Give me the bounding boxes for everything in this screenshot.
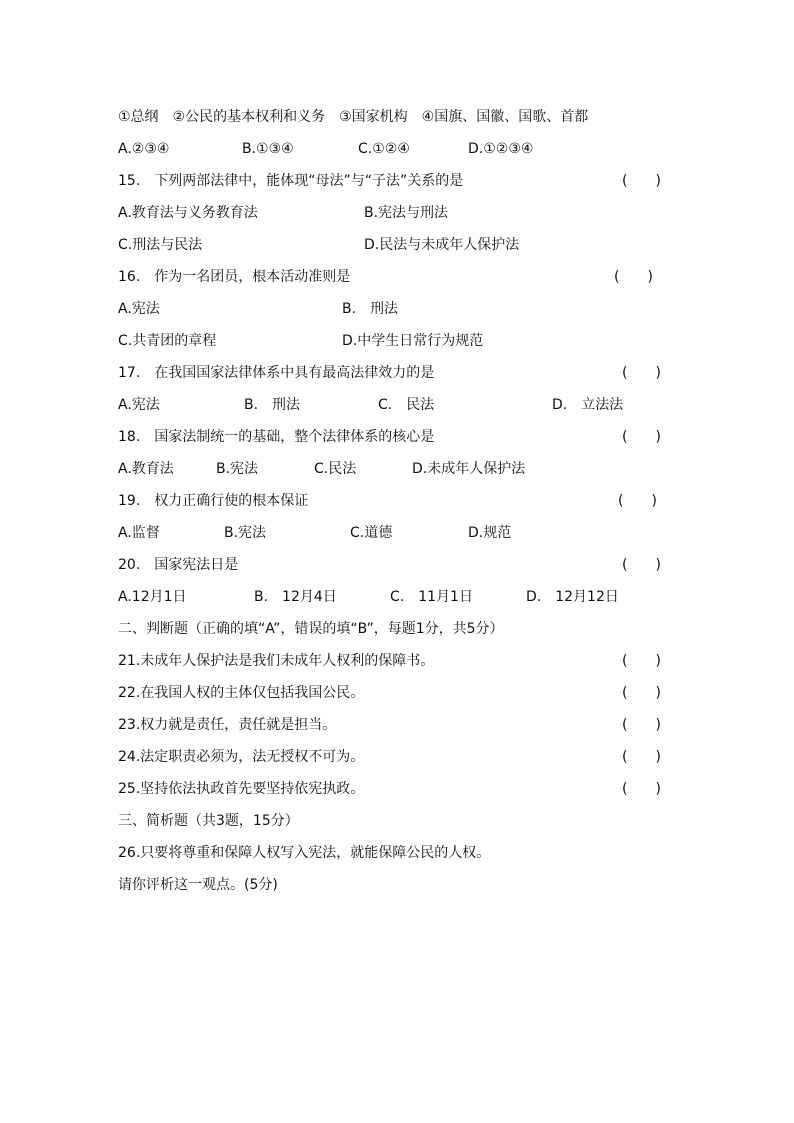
question-stem: 20. 国家宪法日是 [118, 557, 239, 573]
q18-option-b: B.宪法 [216, 461, 259, 477]
question-26-prompt: 请你评析这一观点。(5分) [118, 877, 278, 893]
question-stem: 15. 下列两部法律中，能体现“母法”与“子法”关系的是 [118, 173, 464, 189]
question-19 [118, 490, 668, 512]
q17-option-c: C. 民法 [378, 397, 435, 413]
answer-paren: ( ) [622, 749, 661, 765]
answer-paren: ( ) [622, 365, 661, 381]
judge-stem: 22.在我国人权的主体仅包括我国公民。 [118, 685, 365, 701]
judge-stem: 21.未成年人保护法是我们未成年人权利的保障书。 [118, 653, 435, 669]
topics-line: ①总纲 ②公民的基本权利和义务 ③国家机构 ④国旗、国徽、国歌、首都 [118, 109, 589, 125]
question-stem: 18. 国家法制统一的基础，整个法律体系的核心是 [118, 429, 435, 445]
q20-options [118, 586, 668, 608]
judge-stem: 24.法定职责必须为，法无授权不可为。 [118, 749, 365, 765]
answer-paren: ( ) [622, 653, 661, 669]
question-16 [118, 266, 668, 288]
answer-paren: ( ) [622, 429, 661, 445]
q14-options [118, 138, 668, 160]
q20-option-a: A.12月1日 [118, 589, 187, 605]
q14-option-b: B.①③④ [242, 141, 294, 157]
q15-options-row2 [118, 234, 668, 256]
q15-options-row1 [118, 202, 668, 224]
question-15 [118, 170, 668, 192]
q20-option-d: D. 12月12日 [526, 589, 619, 605]
q18-option-a: A.教育法 [118, 461, 174, 477]
q19-options [118, 522, 668, 544]
q14-option-c: C.①②④ [358, 141, 410, 157]
q19-option-c: C.道德 [350, 525, 393, 541]
question-stem: 16. 作为一名团员，根本活动准则是 [118, 269, 351, 285]
judge-item-21 [118, 650, 668, 672]
q14-option-a: A.②③④ [118, 141, 170, 157]
q16-options-row2 [118, 330, 668, 352]
question-18 [118, 426, 668, 448]
q16-options-row1 [118, 298, 668, 320]
q16-option-c: C.共青团的章程 [118, 333, 217, 349]
q15-option-d: D.民法与未成年人保护法 [364, 237, 520, 253]
q17-options [118, 394, 668, 416]
answer-paren: ( ) [622, 685, 661, 701]
q16-option-a: A.宪法 [118, 301, 160, 317]
question-26: 26.只要将尊重和保障人权写入宪法，就能保障公民的人权。 [118, 845, 491, 861]
q17-option-d: D. 立法法 [552, 397, 624, 413]
answer-paren: ( ) [622, 717, 661, 733]
judge-stem: 23.权力就是责任，责任就是担当。 [118, 717, 337, 733]
answer-paren: ( ) [622, 557, 661, 573]
q14-option-d: D.①②③④ [468, 141, 534, 157]
question-stem: 17. 在我国国家法律体系中具有最高法律效力的是 [118, 365, 435, 381]
question-stem: 19. 权力正确行使的根本保证 [118, 493, 309, 509]
answer-paren: ( ) [622, 781, 661, 797]
judge-item-23 [118, 714, 668, 736]
q15-option-b: B.宪法与刑法 [364, 205, 449, 221]
q17-option-a: A.宪法 [118, 397, 160, 413]
answer-paren: ( ) [614, 269, 653, 285]
q20-option-b: B. 12月4日 [254, 589, 337, 605]
judge-item-24 [118, 746, 668, 768]
judge-stem: 25.坚持依法执政首先要坚持依宪执政。 [118, 781, 365, 797]
q16-option-d: D.中学生日常行为规范 [342, 333, 484, 349]
section-3-title: 三、简析题（共3题，15分） [118, 813, 299, 829]
q18-option-d: D.未成年人保护法 [412, 461, 526, 477]
section-2-title: 二、判断题（正确的填“A”，错误的填“B”，每题1分，共5分） [118, 621, 504, 637]
q15-option-c: C.刑法与民法 [118, 237, 203, 253]
judge-item-22 [118, 682, 668, 704]
q19-option-b: B.宪法 [224, 525, 267, 541]
q16-option-b: B. 刑法 [342, 301, 399, 317]
q17-option-b: B. 刑法 [244, 397, 301, 413]
question-20 [118, 554, 668, 576]
answer-paren: ( ) [622, 173, 661, 189]
judge-item-25 [118, 778, 668, 800]
q19-option-d: D.规范 [468, 525, 512, 541]
q20-option-c: C. 11月1日 [390, 589, 473, 605]
q15-option-a: A.教育法与义务教育法 [118, 205, 258, 221]
q18-options [118, 458, 668, 480]
answer-paren: ( ) [618, 493, 657, 509]
q18-option-c: C.民法 [314, 461, 357, 477]
q19-option-a: A.监督 [118, 525, 160, 541]
question-17 [118, 362, 668, 384]
